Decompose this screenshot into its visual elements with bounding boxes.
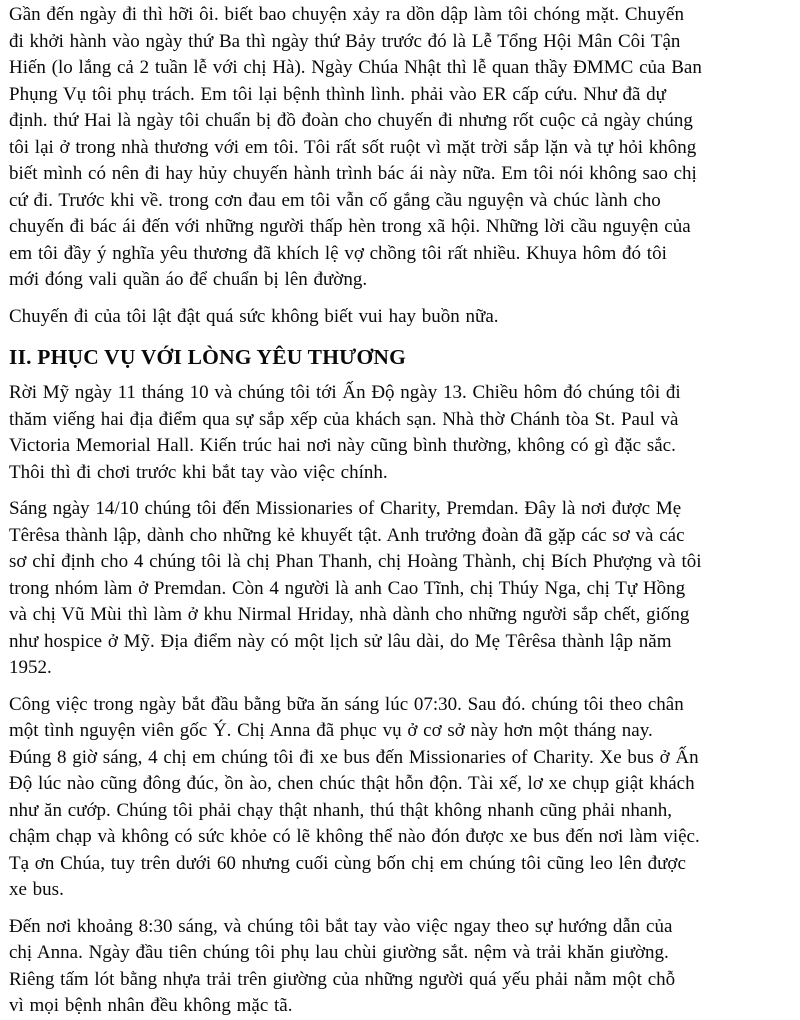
paragraph-2 [9, 304, 790, 331]
text-line: Riêng tấm lót bằng nhựa trải trên giường của những người quá yếu phải nằm một chỗ [9, 968, 676, 990]
text-line: trong nhóm làm ở Premdan. Còn 4 người là anh Cao Tĩnh, chị Thúy Nga, chị Tự Hồng [9, 577, 686, 599]
paragraph-5 [9, 692, 790, 904]
text-line: xe bus. [9, 879, 64, 900]
text-line: Tạ ơn Chúa, tuy trên dưới 60 nhưng cuối cùng bốn chị em chúng tôi cũng leo lên được [9, 852, 686, 874]
text-line: Gần đến ngày đi thì hỡi ôi. biết bao chuyện xảy ra dồn dập làm tôi chóng mặt. Chuyến [9, 4, 684, 25]
text-line: Đến nơi khoảng 8:30 sáng, và chúng tôi bắt tay vào việc ngay theo sự hướng dẫn của [9, 915, 673, 937]
text-line: Đúng 8 giờ sáng, 4 chị em chúng tôi đi xe bus đến Missionaries of Charity. Xe bus ở Ấn [9, 746, 699, 768]
paragraph-3 [9, 380, 790, 486]
text-line: Thôi thì đi chơi trước khi bắt tay vào việc chính. [9, 461, 388, 483]
text-line: chị Anna. Ngày đầu tiên chúng tôi phụ lau chùi giường sắt. nệm và trải khăn giường. [9, 942, 669, 963]
text-line: Hiến (lo lắng cả 2 tuần lễ với chị Hà). Ngày Chúa Nhật thì lễ quan thầy ĐMMC của Ban [9, 57, 702, 78]
text-line: Công việc trong ngày bắt đầu bằng bữa ăn sáng lúc 07:30. Sau đó. chúng tôi theo chân [9, 693, 684, 715]
text-line: như hospice ở Mỹ. Địa điểm này có một lịch sử lâu dài, do Mẹ Têrêsa thành lập năm [9, 630, 672, 652]
text-line: thăm viếng hai địa điểm qua sự sắp xếp của khách sạn. Nhà thờ Chánh tòa St. Paul và [9, 408, 679, 430]
text-line: chậm chạp và không có sức khỏe có lẽ không thể nào đón được xe bus đến nơi làm việc. [9, 826, 700, 847]
text-line: cứ đi. Trước khi về. trong cơn đau em tôi vẫn cố gắng cầu nguyện và chúc lành cho [9, 189, 661, 211]
text-line: Sáng ngày 14/10 chúng tôi đến Missionaries of Charity, Premdan. Đây là nơi được Mẹ [9, 498, 682, 519]
text-line: chuyến đi bác ái đến với những người thấp hèn trong xã hội. Những lời cầu nguyện của [9, 216, 691, 237]
text-line: tôi lại ở trong nhà thương với em tôi. Tôi rất sốt ruột vì mặt trời sắp lặn và tự hỏi không [9, 136, 697, 158]
text-line: 1952. [9, 657, 52, 678]
text-line: sơ chỉ định cho 4 chúng tôi là chị Phan Thanh, chị Hoàng Thành, chị Bích Phượng và tôi [9, 551, 702, 572]
text-line: Victoria Memorial Hall. Kiến trúc hai nơi này cũng bình thường, không có gì đặc sắc. [9, 435, 676, 456]
paragraph-4 [9, 496, 790, 682]
text-line: Têrêsa thành lập, dành cho những kẻ khuyết tật. Anh trưởng đoàn đã gặp các sơ và các [9, 524, 685, 546]
text-line: định. thứ Hai là ngày tôi chuẩn bị đồ đoàn cho chuyến đi nhưng rốt cuộc cả ngày chúng [9, 110, 693, 131]
text-line: Độ lúc nào cũng đông đúc, ồn ào, chen chúc thật hỗn độn. Tài xế, lơ xe chụp giật khách [9, 773, 695, 794]
text-line: Rời Mỹ ngày 11 tháng 10 và chúng tôi tới Ấn Độ ngày 13. Chiều hôm đó chúng tôi đi [9, 382, 681, 403]
text-line: Chuyến đi của tôi lật đật quá sức không biết vui hay buồn nữa. [9, 305, 499, 327]
text-line: Phụng Vụ tôi phụ trách. Em tôi lại bệnh thình lình. phải vào ER cấp cứu. Như đã dự [9, 83, 666, 105]
text-line: đi khởi hành vào ngày thứ Ba thì ngày thứ Bảy trước đó là Lễ Tổng Hội Mân Côi Tận [9, 30, 681, 52]
paragraph-1 [9, 2, 790, 294]
text-line: và chị Vũ Mùi thì làm ở khu Nirmal Hriday, nhà dành cho những người sắp chết, giống [9, 604, 690, 625]
text-line: mới đóng vali quần áo để chuẩn bị lên đường. [9, 269, 368, 290]
text-line: như ăn cướp. Chúng tôi phải chạy thật nhanh, thú thật không nhanh cũng phải nhanh, [9, 799, 673, 821]
paragraph-6 [9, 914, 790, 1020]
text-line: biết mình có nên đi hay hủy chuyến hành trình bác ái này nữa. Em tôi nói không sao chị [9, 163, 697, 184]
section-heading: II. PHỤC VỤ VỚI LÒNG YÊU THƯƠNG [9, 345, 407, 369]
text-line: em tôi đầy ý nghĩa yêu thương đã khích lệ vợ chồng tôi rất nhiều. Khuya hôm đó tôi [9, 242, 667, 264]
text-line: một tình nguyện viên gốc Ý. Chị Anna đã phục vụ ở cơ sở này hơn một tháng nay. [9, 720, 653, 741]
text-line: vì mọi bệnh nhân đều không mặc tã. [9, 995, 293, 1016]
